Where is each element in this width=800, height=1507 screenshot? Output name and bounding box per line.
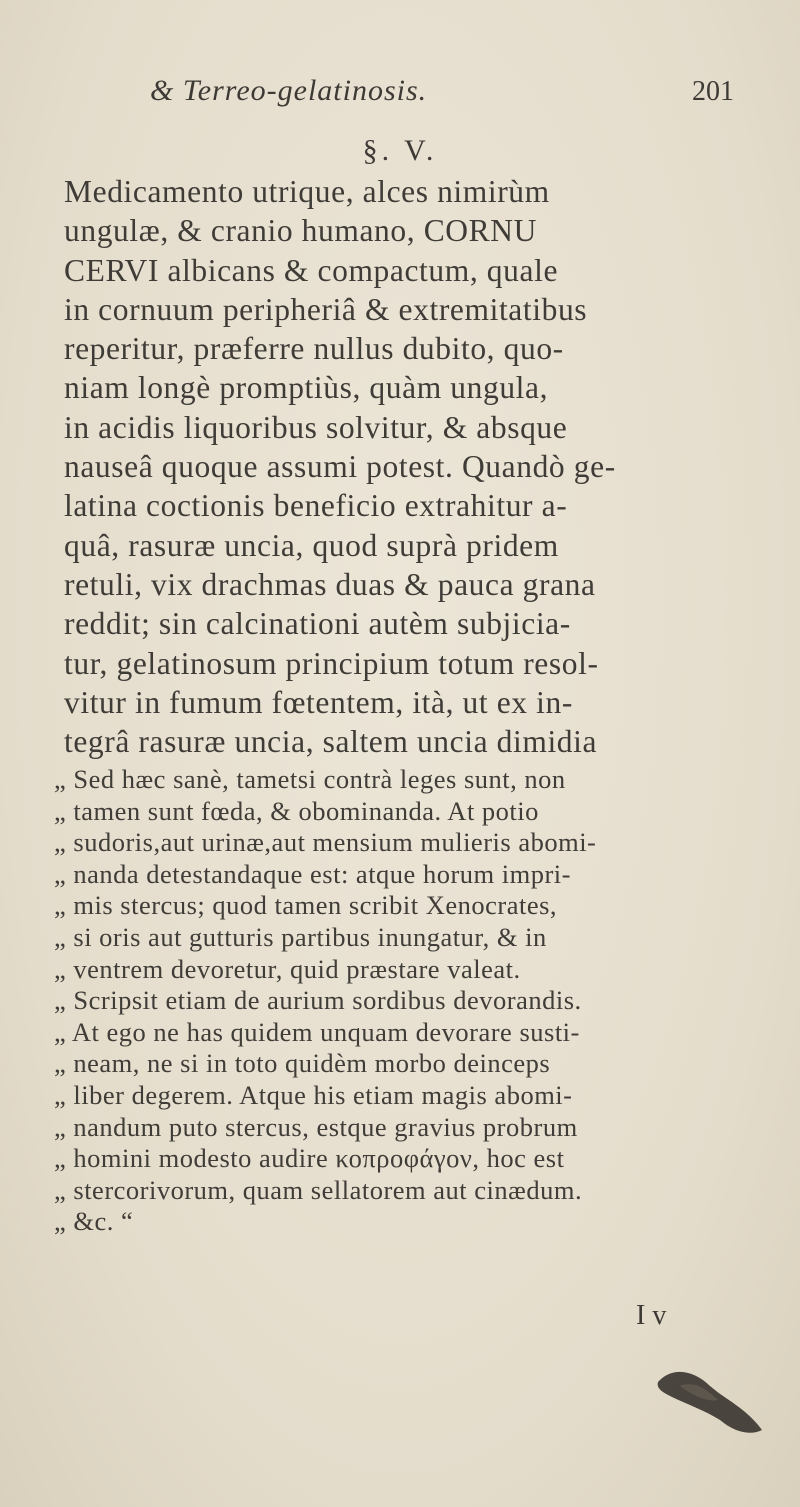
running-title: & Terreo-gelatinosis. — [150, 74, 428, 107]
ink-stain — [650, 1360, 770, 1440]
text-line: in cornuum peripheriâ & extremitatibus — [64, 291, 588, 327]
text-line: reddit; sin calcinationi autèm subjicia- — [64, 606, 571, 642]
text-line: CERVI albicans & compactum, quale — [64, 252, 559, 288]
text-line: quâ, rasuræ uncia, quod suprà pridem — [64, 527, 559, 563]
quote-line: „ At ego ne has quidem unquam devorare susti- — [54, 1016, 580, 1047]
page-number: 201 — [692, 76, 734, 107]
section-heading: §. V. — [362, 134, 438, 167]
quote-line: „ tamen sunt fœda, & obominanda. At potio — [54, 795, 539, 826]
text-line: Medicamento utrique, alces nimirùm — [64, 174, 550, 209]
quote-line: „ si oris aut gutturis partibus inungatur, & in — [54, 921, 547, 952]
text-line: retuli, vix drachmas duas & pauca grana — [64, 566, 596, 602]
text-line: nauseâ quoque assumi potest. Quandò ge- — [64, 449, 616, 485]
page-header — [0, 74, 800, 124]
quote-line: „ ventrem devoretur, quid præstare valeat. — [54, 953, 521, 984]
quote-line: „ neam, ne si in toto quidèm morbo deinceps — [54, 1048, 551, 1079]
text-line: niam longè promptiùs, quàm ungula, — [64, 370, 549, 406]
quote-line: „ nanda detestandaque est: atque horum impri- — [54, 858, 571, 889]
quote-line: „ Scripsit etiam de aurium sordibus devorandis. — [54, 985, 582, 1016]
quote-line: „ Sed hæc sanè, tametsi contrà leges sunt, non — [54, 764, 566, 794]
quote-line: „ &c. “ — [54, 1206, 134, 1237]
quote-line: „ stercorivorum, quam sellatorem aut cinædum. — [54, 1174, 583, 1205]
text-line: tur, gelatinosum principium totum resol- — [64, 645, 599, 681]
text-line: in acidis liquoribus solvitur, & absque — [64, 409, 568, 445]
text-line: reperitur, præferre nullus dubito, quo- — [64, 331, 564, 367]
quote-line: „ liber degerem. Atque his etiam magis abomi- — [54, 1079, 573, 1110]
quote-line: „ sudoris,aut urinæ,aut mensium mulieris abomi- — [54, 827, 597, 858]
quote-line: „ mis stercus; quod tamen scribit Xenocrates, — [54, 890, 558, 921]
text-line: ungulæ, & cranio humano, CORNU — [64, 213, 537, 249]
quote-line: „ homini modesto audire κοπροφάγον, hoc est — [54, 1143, 565, 1174]
quote-line: „ nandum puto stercus, estque gravius probrum — [54, 1111, 578, 1142]
text-line: latina coctionis beneficio extrahitur a- — [64, 488, 568, 524]
quoted-passage — [54, 764, 764, 1238]
catchword: I v — [636, 1300, 667, 1331]
text-line: tegrâ rasuræ uncia, saltem uncia dimidia — [64, 724, 598, 760]
text-line: vitur in fumum fœtentem, ità, ut ex in- — [64, 684, 573, 720]
main-paragraph — [64, 172, 754, 761]
